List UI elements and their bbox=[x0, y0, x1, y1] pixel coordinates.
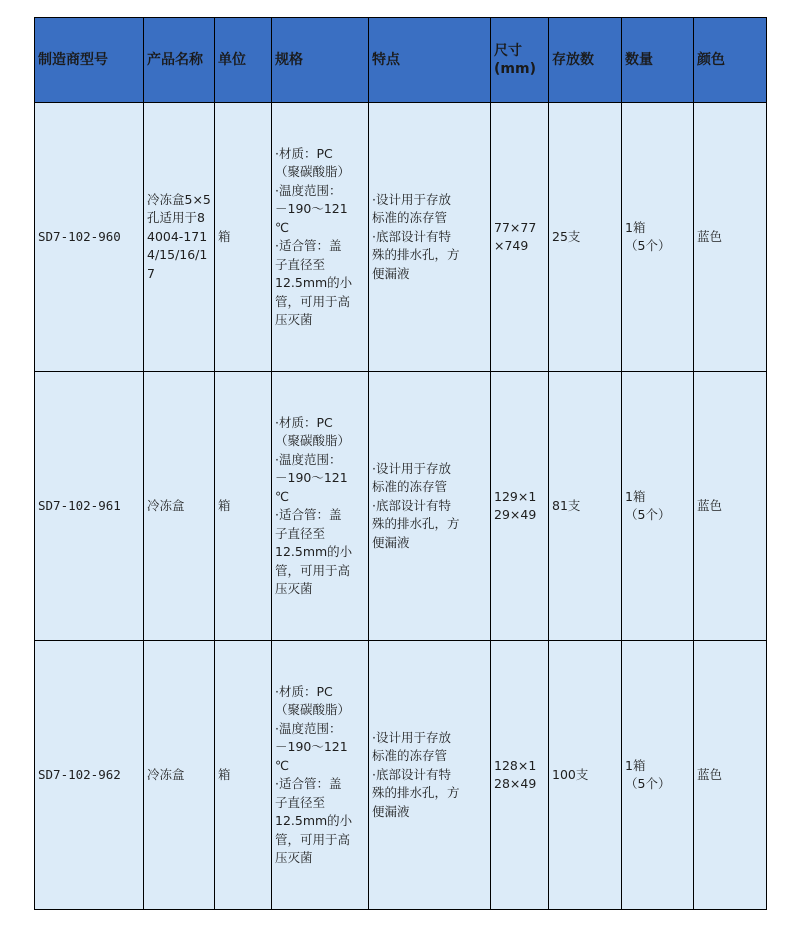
size-cell bbox=[491, 372, 549, 641]
spec-line: 子直径至 bbox=[275, 525, 326, 541]
feature-line: ·设计用于存放 bbox=[372, 191, 451, 207]
spec-line: ℃ bbox=[275, 219, 290, 235]
spec-line: 子直径至 bbox=[275, 794, 326, 810]
capacity-text: 100支 bbox=[552, 766, 589, 782]
spec-line: 压灭菌 bbox=[275, 312, 313, 327]
header-unit: 单位 bbox=[215, 18, 272, 103]
model-text: SD7-102-962 bbox=[38, 766, 121, 782]
spec-line: －190～121 bbox=[275, 201, 348, 216]
feature-line: ·底部设计有特 bbox=[372, 497, 451, 513]
quantity-line: 1箱 bbox=[625, 488, 646, 504]
features-cell bbox=[369, 641, 491, 910]
product-name-cell bbox=[144, 372, 215, 641]
header-features: 特点 bbox=[369, 18, 491, 103]
capacity-cell bbox=[549, 103, 622, 372]
product-name-cell bbox=[144, 103, 215, 372]
quantity-line: （5个） bbox=[625, 238, 671, 253]
capacity-text: 25支 bbox=[552, 228, 581, 244]
header-capacity: 存放数 bbox=[549, 18, 622, 103]
header-spec: 规格 bbox=[272, 18, 369, 103]
spec-line: ·温度范围： bbox=[275, 182, 342, 198]
spec-line: 子直径至 bbox=[275, 256, 326, 272]
spec-line: ·温度范围： bbox=[275, 720, 342, 736]
color-text: 蓝色 bbox=[697, 228, 723, 244]
spec-line: （聚碳酸脂） bbox=[275, 433, 351, 448]
spec-line: ·适合管：盖 bbox=[275, 507, 342, 522]
table-row bbox=[35, 103, 767, 372]
feature-line: 便漏液 bbox=[372, 265, 410, 281]
color-cell bbox=[694, 372, 767, 641]
header-color: 颜色 bbox=[694, 18, 767, 103]
spec-cell bbox=[272, 641, 369, 910]
spec-line: （聚碳酸脂） bbox=[275, 164, 351, 179]
header-quantity: 数量 bbox=[622, 18, 694, 103]
feature-line: 便漏液 bbox=[372, 534, 410, 550]
color-cell bbox=[694, 641, 767, 910]
product-name-cell bbox=[144, 641, 215, 910]
size-line: 29×49 bbox=[494, 507, 537, 522]
color-cell bbox=[694, 103, 767, 372]
unit-cell bbox=[215, 103, 272, 372]
feature-line: ·底部设计有特 bbox=[372, 766, 451, 782]
size-line: ×749 bbox=[494, 238, 529, 253]
size-cell bbox=[491, 103, 549, 372]
spec-line: ℃ bbox=[275, 757, 290, 773]
spec-line: （聚碳酸脂） bbox=[275, 702, 351, 717]
feature-line: 标准的冻存管 bbox=[372, 210, 448, 226]
spec-line: －190～121 bbox=[275, 470, 348, 485]
product-table bbox=[34, 17, 767, 910]
spec-cell bbox=[272, 372, 369, 641]
spec-line: ℃ bbox=[275, 488, 290, 504]
quantity-line: （5个） bbox=[625, 776, 671, 791]
header-size-label: 尺寸 bbox=[494, 43, 522, 59]
spec-line: －190～121 bbox=[275, 739, 348, 754]
capacity-cell bbox=[549, 372, 622, 641]
spec-line: ·适合管：盖 bbox=[275, 776, 342, 791]
spec-line: 12.5mm的小 bbox=[275, 275, 353, 290]
spec-line: ·材质：PC bbox=[275, 414, 333, 430]
quantity-line: （5个） bbox=[625, 507, 671, 522]
feature-line: 标准的冻存管 bbox=[372, 479, 448, 495]
size-cell bbox=[491, 641, 549, 910]
unit-text: 箱 bbox=[218, 766, 231, 782]
model-cell bbox=[35, 641, 144, 910]
product-name-text: 冷冻盒5×5孔适用于84004-1714/15/16/17 bbox=[147, 191, 211, 281]
table-row bbox=[35, 641, 767, 910]
spec-line: ·适合管：盖 bbox=[275, 238, 342, 253]
model-cell bbox=[35, 103, 144, 372]
model-text: SD7-102-961 bbox=[38, 497, 121, 513]
table-body bbox=[35, 103, 767, 910]
size-line: 28×49 bbox=[494, 776, 537, 791]
color-text: 蓝色 bbox=[697, 766, 723, 782]
feature-line: ·设计用于存放 bbox=[372, 460, 451, 476]
spec-line: ·温度范围： bbox=[275, 451, 342, 467]
product-name-text: 冷冻盒 bbox=[147, 497, 185, 513]
spec-line: 管，可用于高 bbox=[275, 293, 351, 309]
capacity-cell bbox=[549, 641, 622, 910]
size-line: 128×1 bbox=[494, 757, 537, 773]
quantity-cell bbox=[622, 103, 694, 372]
size-line: 77×77 bbox=[494, 219, 537, 235]
header-size bbox=[491, 18, 549, 103]
spec-line: 管，可用于高 bbox=[275, 831, 351, 847]
table-header-row bbox=[35, 18, 767, 103]
features-cell bbox=[369, 103, 491, 372]
table-row bbox=[35, 372, 767, 641]
feature-line: 殊的排水孔，方 bbox=[372, 785, 460, 801]
spec-line: 12.5mm的小 bbox=[275, 544, 353, 559]
quantity-line: 1箱 bbox=[625, 219, 646, 235]
quantity-cell bbox=[622, 372, 694, 641]
feature-line: 便漏液 bbox=[372, 803, 410, 819]
quantity-line: 1箱 bbox=[625, 757, 646, 773]
size-line: 129×1 bbox=[494, 488, 537, 504]
product-name-text: 冷冻盒 bbox=[147, 766, 185, 782]
spec-line: ·材质：PC bbox=[275, 145, 333, 161]
feature-line: 殊的排水孔，方 bbox=[372, 247, 460, 263]
spec-line: 12.5mm的小 bbox=[275, 813, 353, 828]
header-size-unit: (mm) bbox=[494, 61, 536, 77]
capacity-text: 81支 bbox=[552, 497, 581, 513]
quantity-cell bbox=[622, 641, 694, 910]
features-cell bbox=[369, 372, 491, 641]
spec-line: ·材质：PC bbox=[275, 683, 333, 699]
unit-cell bbox=[215, 641, 272, 910]
feature-line: 标准的冻存管 bbox=[372, 748, 448, 764]
header-product-name: 产品名称 bbox=[144, 18, 215, 103]
feature-line: 殊的排水孔，方 bbox=[372, 516, 460, 532]
spec-cell bbox=[272, 103, 369, 372]
unit-cell bbox=[215, 372, 272, 641]
feature-line: ·底部设计有特 bbox=[372, 228, 451, 244]
model-text: SD7-102-960 bbox=[38, 228, 121, 244]
spec-line: 压灭菌 bbox=[275, 581, 313, 596]
header-model: 制造商型号 bbox=[35, 18, 144, 103]
spec-line: 管，可用于高 bbox=[275, 562, 351, 578]
spec-line: 压灭菌 bbox=[275, 850, 313, 865]
unit-text: 箱 bbox=[218, 497, 231, 513]
unit-text: 箱 bbox=[218, 228, 231, 244]
feature-line: ·设计用于存放 bbox=[372, 729, 451, 745]
color-text: 蓝色 bbox=[697, 497, 723, 513]
model-cell bbox=[35, 372, 144, 641]
